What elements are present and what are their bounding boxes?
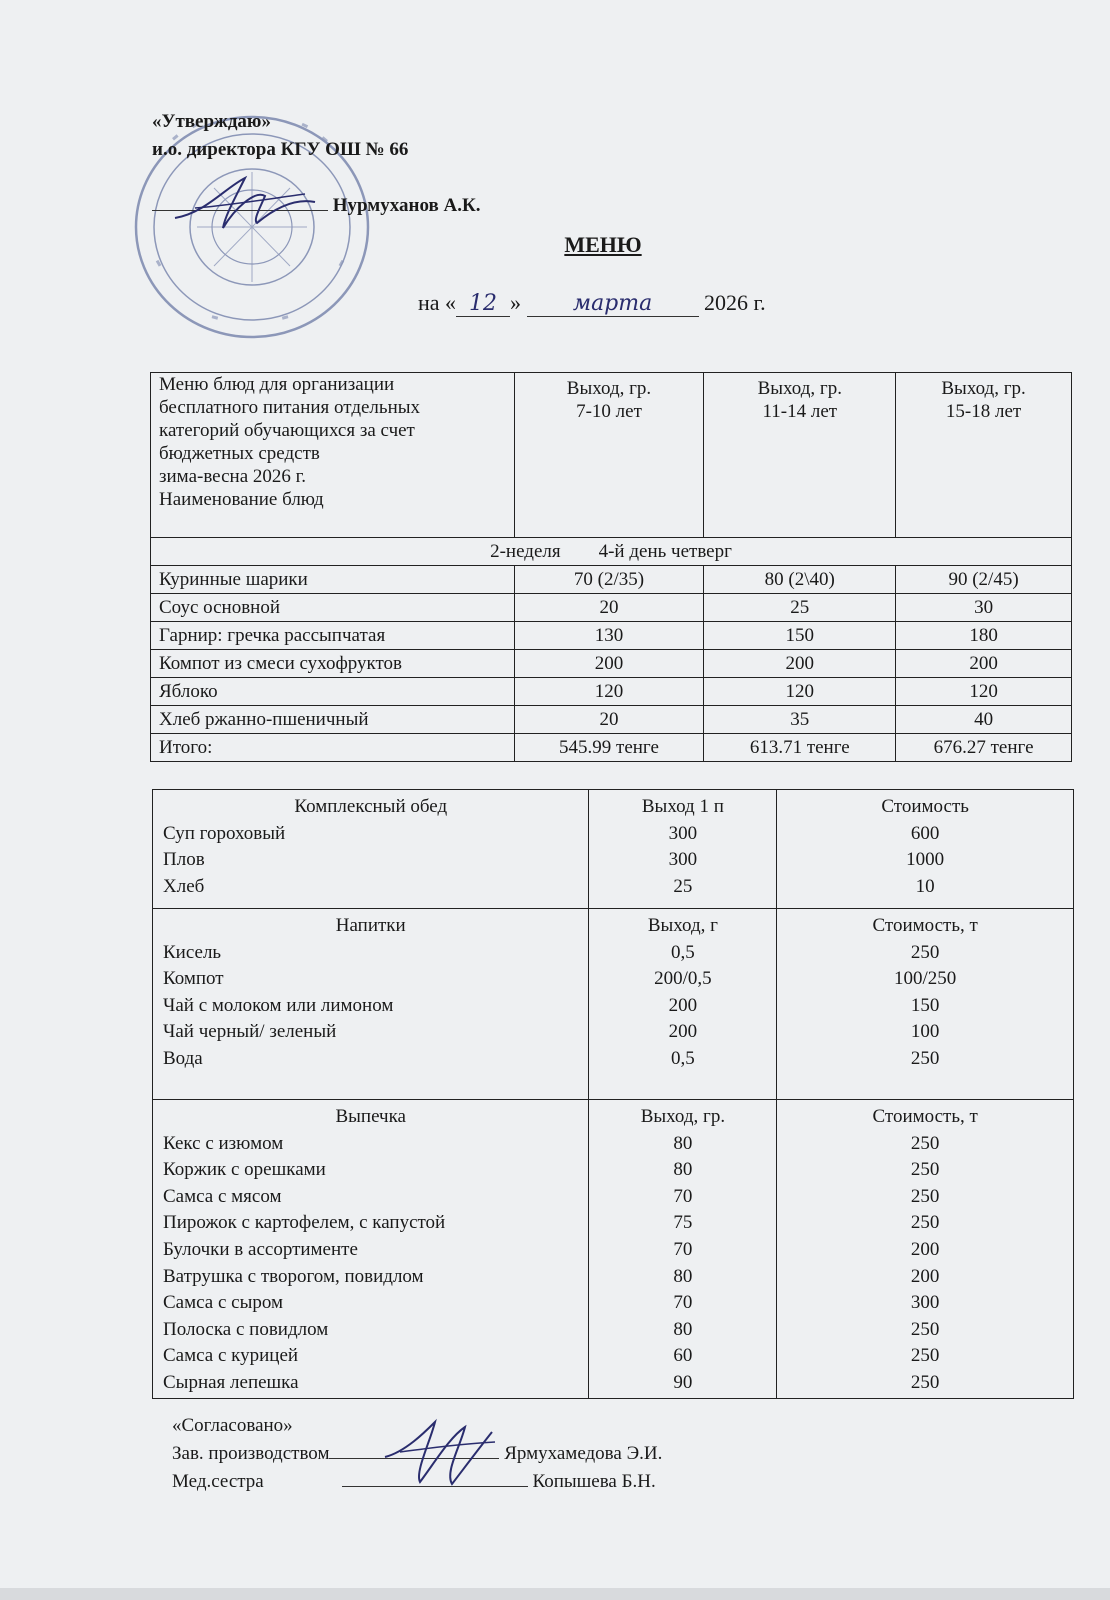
header-age-7-10: Выход, гр. 7-10 лет	[514, 373, 704, 538]
drinks-items: Напитки Кисель Компот Чай с молоком или лимоном Чай черный/ зеленый Вода	[153, 909, 589, 1100]
drinks-section	[153, 909, 1074, 1100]
table-row: Яблоко 120 120 120	[151, 678, 1072, 706]
production-manager-name: Ярмухамедова Э.И.	[504, 1443, 663, 1464]
lunch-items: Комплексный обед Суп гороховый Плов Хлеб	[153, 790, 589, 909]
lunch-prices: Стоимость 600 1000 10	[777, 790, 1074, 909]
total-row: Итого: 545.99 тенге 613.71 тенге 676.27 тенге	[151, 734, 1072, 762]
table-row: Хлеб ржанно-пшеничный 20 35 40	[151, 706, 1072, 734]
agreement-block	[172, 1412, 662, 1496]
bottom-edge	[0, 1588, 1110, 1600]
pastry-prices: Стоимость, т 250 250 250 250 200 200 300 250 250 250	[777, 1100, 1074, 1399]
table-header	[151, 373, 1072, 538]
header-age-11-14: Выход, гр. 11-14 лет	[704, 373, 896, 538]
pastry-outputs: Выход, гр. 80 80 70 75 70 80 70 80 60 90	[589, 1100, 777, 1399]
table-row: Куринные шарики 70 (2/35) 80 (2\40) 90 (2/45)	[151, 566, 1072, 594]
page-title: МЕНЮ	[564, 232, 642, 257]
date-month: марта	[527, 291, 699, 317]
pastry-section	[153, 1100, 1074, 1399]
drinks-prices: Стоимость, т 250 100/250 150 100 250	[777, 909, 1074, 1100]
pastry-items: Выпечка Кекс с изюмом Коржик с орешками Самса с мясом Пирожок с картофелем, с капустой Булочки в ассортименте Ватрушка с творогом, повидлом Самса с сыром Полоска с повидлом Самса с курицей Сырная лепешка	[153, 1100, 589, 1399]
director-position: и.о. директора КГУ ОШ № 66	[152, 139, 409, 160]
week-day-row: 2-неделя 4-й день четверг	[151, 538, 1072, 566]
approve-label: «Утверждаю»	[152, 111, 271, 132]
buffet-table	[152, 789, 1074, 1399]
lunch-outputs: Выход 1 п 300 300 25	[589, 790, 777, 909]
nurse-line: Мед.сестра Копышева Б.Н.	[172, 1468, 662, 1496]
free-meal-table	[150, 372, 1072, 762]
table-row: Гарнир: гречка рассыпчатая 130 150 180	[151, 622, 1072, 650]
approval-block	[152, 108, 481, 216]
drinks-outputs: Выход, г 0,5 200/0,5 200 200 0,5	[589, 909, 777, 1100]
lunch-section	[153, 790, 1074, 909]
table-row: Компот из смеси сухофруктов 200 200 200	[151, 650, 1072, 678]
date-prefix: на «	[418, 290, 457, 315]
agreed-label: «Согласовано»	[172, 1415, 293, 1436]
date-year: 2026 г.	[704, 290, 766, 315]
director-signature-line	[152, 192, 480, 220]
signature-blank	[152, 192, 328, 211]
menu-date	[418, 290, 766, 317]
production-manager-line: Зав. производством Ярмухамедова Э.И.	[172, 1440, 662, 1468]
header-description: Меню блюд для организации бесплатного питания отдельных категорий обучающихся за счет бюджетных средств зима-весна 2026 г. Наименование блюд	[151, 373, 515, 538]
header-age-15-18: Выход, гр. 15-18 лет	[896, 373, 1072, 538]
date-day: 12	[456, 291, 510, 317]
table-row: Соус основной 20 25 30	[151, 594, 1072, 622]
date-mid: »	[510, 290, 522, 315]
director-name: Нурмуханов А.К.	[332, 195, 481, 216]
nurse-name: Копышева Б.Н.	[532, 1471, 656, 1492]
